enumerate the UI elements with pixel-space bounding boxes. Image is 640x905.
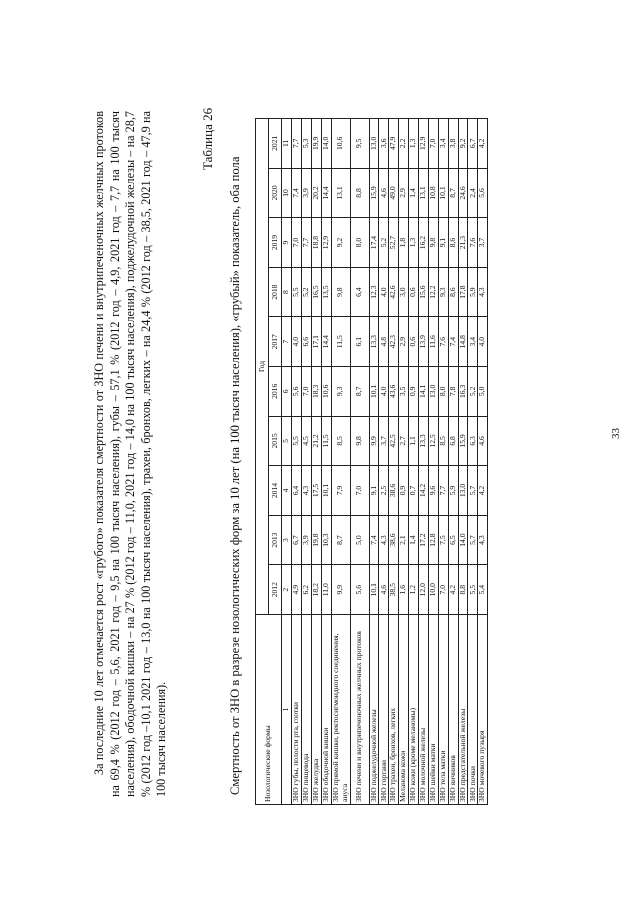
value-cell: 14,4 xyxy=(321,317,331,367)
value-cell: 19,9 xyxy=(311,119,321,169)
value-cell: 7,0 xyxy=(292,218,302,268)
value-cell: 17,5 xyxy=(311,466,321,516)
row-name-cell: ЗНО желудка xyxy=(311,615,321,805)
value-cell: 13,3 xyxy=(369,317,379,367)
value-cell: 14,0 xyxy=(458,515,468,565)
value-cell: 3,7 xyxy=(379,416,389,466)
header-column-number-cell: 5 xyxy=(282,416,292,466)
value-cell: 4,0 xyxy=(292,317,302,367)
value-cell: 24,6 xyxy=(458,168,468,218)
value-cell: 10,1 xyxy=(321,466,331,516)
value-cell: 14,4 xyxy=(321,168,331,218)
header-year-cell: 2016 xyxy=(269,367,282,417)
value-cell: 21,3 xyxy=(458,218,468,268)
value-cell: 10,6 xyxy=(321,367,331,417)
table-row xyxy=(428,119,438,805)
value-cell: 0,9 xyxy=(399,466,409,516)
header-column-number-cell: 11 xyxy=(282,119,292,169)
value-cell: 6,7 xyxy=(292,515,302,565)
value-cell: 15,9 xyxy=(369,168,379,218)
value-cell: 7,4 xyxy=(292,168,302,218)
table-header xyxy=(256,119,292,805)
value-cell: 5,3 xyxy=(301,119,311,169)
header-year-group: Год xyxy=(256,119,269,615)
table-row xyxy=(478,119,488,805)
value-cell: 13,9 xyxy=(419,317,429,367)
value-cell: 1,1 xyxy=(409,416,419,466)
value-cell: 13,1 xyxy=(331,168,350,218)
value-cell: 8,8 xyxy=(458,565,468,615)
value-cell: 11,5 xyxy=(321,416,331,466)
table-row xyxy=(419,119,429,805)
value-cell: 10,1 xyxy=(369,565,379,615)
row-name-cell: ЗНО пищевода xyxy=(301,615,311,805)
value-cell: 7,0 xyxy=(428,119,438,169)
value-cell: 8,5 xyxy=(331,416,350,466)
value-cell: 5,0 xyxy=(350,515,369,565)
header-year-cell: 2020 xyxy=(269,168,282,218)
value-cell: 17,8 xyxy=(458,267,468,317)
value-cell: 52,7 xyxy=(389,218,399,268)
value-cell: 6,6 xyxy=(301,317,311,367)
value-cell: 13,0 xyxy=(369,119,379,169)
header-year-cell: 2018 xyxy=(269,267,282,317)
value-cell: 14,2 xyxy=(419,466,429,516)
value-cell: 10,8 xyxy=(428,168,438,218)
header-column-number-cell: 9 xyxy=(282,218,292,268)
header-column-number-cell: 10 xyxy=(282,168,292,218)
value-cell: 8,7 xyxy=(350,367,369,417)
value-cell: 4,0 xyxy=(478,317,488,367)
value-cell: 18,8 xyxy=(311,218,321,268)
value-cell: 1,8 xyxy=(399,218,409,268)
value-cell: 1,2 xyxy=(409,565,419,615)
value-cell: 6,4 xyxy=(292,466,302,516)
value-cell: 17,1 xyxy=(311,317,321,367)
value-cell: 3,9 xyxy=(301,515,311,565)
value-cell: 9,5 xyxy=(350,119,369,169)
row-name-cell: ЗНО почки xyxy=(468,615,478,805)
value-cell: 0,7 xyxy=(409,466,419,516)
value-cell: 47,9 xyxy=(389,119,399,169)
value-cell: 17,2 xyxy=(419,515,429,565)
value-cell: 12,8 xyxy=(428,515,438,565)
value-cell: 10,6 xyxy=(331,119,350,169)
value-cell: 3,4 xyxy=(468,317,478,367)
value-cell: 7,6 xyxy=(468,218,478,268)
header-nosology-forms: Нозологические формы xyxy=(256,615,282,805)
value-cell: 5,2 xyxy=(301,267,311,317)
value-cell: 15,9 xyxy=(458,416,468,466)
intro-paragraph-text: За последние 10 лет отмечается рост «грубого» показателя смертности от ЗНО печени и внутрипеченочных желчных протоков на 69,4 % (2012 год – 5,6, 2021 год – 9,5 на 100 тысяч населения), губы – 57,1 % (2012 год – 4,9, 2021 год – 7,7 на 100 тысяч населения), ободочной кишки – на 27 % (2012 год – 11,0, 2021 год – 14,0 на 100 тысяч населения), поджелудочной железы – на 28,7 % (2012 год –10,1 2021 год – 13,0 на 100 тысяч населения), трахеи, бронхов, легких – на 24,4 % (2012 год – 38,5, 2021 год – 47,9 на 100 тысяч населения). xyxy=(92,111,169,797)
row-name-cell: ЗНО шейки матки xyxy=(428,615,438,805)
row-name-cell: ЗНО молочной железы xyxy=(419,615,429,805)
header-year-cell: 2021 xyxy=(269,119,282,169)
value-cell: 9,3 xyxy=(438,267,448,317)
header-year-cell: 2019 xyxy=(269,218,282,268)
row-name-cell: ЗНО мочевого пузыря xyxy=(478,615,488,805)
value-cell: 4,2 xyxy=(478,466,488,516)
value-cell: 12,9 xyxy=(419,119,429,169)
value-cell: 7,8 xyxy=(448,367,458,417)
value-cell: 8,0 xyxy=(438,367,448,417)
value-cell: 5,4 xyxy=(478,565,488,615)
value-cell: 7,5 xyxy=(438,515,448,565)
value-cell: 9,2 xyxy=(331,218,350,268)
table-row xyxy=(379,119,389,805)
table-body xyxy=(292,119,488,805)
value-cell: 0,6 xyxy=(409,267,419,317)
table-row xyxy=(292,119,302,805)
row-name-cell: ЗНО поджелудочной железы xyxy=(369,615,379,805)
table-row xyxy=(409,119,419,805)
value-cell: 6,7 xyxy=(468,119,478,169)
value-cell: 13,3 xyxy=(419,416,429,466)
table-caption: Смертность от ЗНО в разрезе нозологических форм за 10 лет (на 100 тысяч населения), «грубый» показатель, оба пола xyxy=(228,156,242,795)
value-cell: 3,6 xyxy=(379,119,389,169)
page-number: 33 xyxy=(610,428,622,439)
row-name-cell: ЗНО печени и внутрипеченочных желчных протоков xyxy=(350,615,369,805)
value-cell: 4,5 xyxy=(301,416,311,466)
row-name-cell: ЗНО кожи (кроме меланомы) xyxy=(409,615,419,805)
value-cell: 5,7 xyxy=(468,466,478,516)
value-cell: 19,8 xyxy=(311,515,321,565)
value-cell: 12,2 xyxy=(428,267,438,317)
value-cell: 12,5 xyxy=(428,416,438,466)
value-cell: 42,6 xyxy=(389,267,399,317)
header-year-cell: 2012 xyxy=(269,565,282,615)
row-name-cell: Меланома кожи xyxy=(399,615,409,805)
row-name-cell: ЗНО прямой кишки, ректосигмоидного соединения, ануса xyxy=(331,615,350,805)
value-cell: 4,3 xyxy=(379,515,389,565)
value-cell: 10,0 xyxy=(428,565,438,615)
value-cell: 0,6 xyxy=(409,317,419,367)
value-cell: 8,7 xyxy=(331,515,350,565)
value-cell: 12,3 xyxy=(369,267,379,317)
value-cell: 20,2 xyxy=(311,168,321,218)
header-column-numbers-row xyxy=(282,119,292,805)
value-cell: 7,4 xyxy=(369,515,379,565)
value-cell: 5,6 xyxy=(478,168,488,218)
value-cell: 10,1 xyxy=(438,168,448,218)
value-cell: 3,7 xyxy=(478,218,488,268)
value-cell: 4,3 xyxy=(478,267,488,317)
value-cell: 4,8 xyxy=(379,317,389,367)
value-cell: 4,2 xyxy=(478,119,488,169)
value-cell: 9,1 xyxy=(438,218,448,268)
table-row xyxy=(468,119,478,805)
row-name-cell: ЗНО гортани xyxy=(379,615,389,805)
value-cell: 8,7 xyxy=(448,168,458,218)
value-cell: 11,0 xyxy=(321,565,331,615)
header-year-cell: 2015 xyxy=(269,416,282,466)
value-cell: 9,9 xyxy=(331,565,350,615)
value-cell: 3,8 xyxy=(448,119,458,169)
value-cell: 1,4 xyxy=(409,168,419,218)
table-row xyxy=(438,119,448,805)
value-cell: 7,7 xyxy=(438,466,448,516)
value-cell: 5,7 xyxy=(468,515,478,565)
value-cell: 21,2 xyxy=(311,416,321,466)
value-cell: 38,5 xyxy=(389,565,399,615)
value-cell: 5,5 xyxy=(292,416,302,466)
value-cell: 3,4 xyxy=(438,119,448,169)
value-cell: 13,0 xyxy=(458,466,468,516)
value-cell: 9,1 xyxy=(369,466,379,516)
value-cell: 3,9 xyxy=(301,168,311,218)
value-cell: 7,7 xyxy=(292,119,302,169)
value-cell: 15,6 xyxy=(419,267,429,317)
value-cell: 5,2 xyxy=(379,218,389,268)
value-cell: 14,1 xyxy=(419,367,429,417)
value-cell: 5,6 xyxy=(292,367,302,417)
value-cell: 2,4 xyxy=(468,168,478,218)
value-cell: 9,8 xyxy=(350,416,369,466)
header-column-number-cell: 1 xyxy=(282,615,292,805)
header-year-cell: 2013 xyxy=(269,515,282,565)
value-cell: 1,3 xyxy=(409,218,419,268)
value-cell: 5,0 xyxy=(478,367,488,417)
value-cell: 9,9 xyxy=(369,416,379,466)
value-cell: 7,0 xyxy=(438,565,448,615)
value-cell: 38,6 xyxy=(389,515,399,565)
value-cell: 13,0 xyxy=(428,367,438,417)
header-column-number-cell: 7 xyxy=(282,317,292,367)
header-column-number-cell: 3 xyxy=(282,515,292,565)
value-cell: 5,9 xyxy=(468,267,478,317)
value-cell: 1,4 xyxy=(409,515,419,565)
value-cell: 10,1 xyxy=(369,367,379,417)
value-cell: 9,3 xyxy=(331,367,350,417)
value-cell: 42,5 xyxy=(389,416,399,466)
value-cell: 9,2 xyxy=(458,119,468,169)
value-cell: 8,6 xyxy=(448,267,458,317)
mortality-table xyxy=(255,118,488,805)
header-column-number-cell: 4 xyxy=(282,466,292,516)
intro-paragraph xyxy=(92,111,170,797)
value-cell: 13,1 xyxy=(419,168,429,218)
header-column-number-cell: 8 xyxy=(282,267,292,317)
value-cell: 4,9 xyxy=(292,565,302,615)
table-row xyxy=(399,119,409,805)
value-cell: 16,5 xyxy=(311,267,321,317)
value-cell: 2,1 xyxy=(399,515,409,565)
value-cell: 17,4 xyxy=(369,218,379,268)
value-cell: 6,2 xyxy=(301,565,311,615)
value-cell: 9,8 xyxy=(428,218,438,268)
header-column-number-cell: 2 xyxy=(282,565,292,615)
table-row xyxy=(321,119,331,805)
value-cell: 18,2 xyxy=(311,565,321,615)
header-year-cell: 2014 xyxy=(269,466,282,516)
value-cell: 7,7 xyxy=(301,218,311,268)
row-name-cell: ЗНО предстательной железы xyxy=(458,615,468,805)
value-cell: 9,8 xyxy=(331,267,350,317)
value-cell: 4,3 xyxy=(301,466,311,516)
value-cell: 0,9 xyxy=(409,367,419,417)
value-cell: 2,7 xyxy=(399,416,409,466)
value-cell: 1,6 xyxy=(399,565,409,615)
value-cell: 13,5 xyxy=(321,267,331,317)
header-column-number-cell: 6 xyxy=(282,367,292,417)
value-cell: 4,6 xyxy=(379,565,389,615)
value-cell: 7,4 xyxy=(448,317,458,367)
header-year-cell: 2017 xyxy=(269,317,282,367)
value-cell: 4,6 xyxy=(478,416,488,466)
value-cell: 6,1 xyxy=(350,317,369,367)
row-name-cell: ЗНО ободочной кишки xyxy=(321,615,331,805)
value-cell: 4,2 xyxy=(448,565,458,615)
value-cell: 7,0 xyxy=(350,466,369,516)
row-name-cell: ЗНО яичников xyxy=(448,615,458,805)
value-cell: 5,9 xyxy=(448,466,458,516)
value-cell: 9,6 xyxy=(428,466,438,516)
value-cell: 16,3 xyxy=(458,367,468,417)
value-cell: 8,5 xyxy=(438,416,448,466)
value-cell: 7,6 xyxy=(438,317,448,367)
value-cell: 2,2 xyxy=(399,119,409,169)
value-cell: 12,0 xyxy=(419,565,429,615)
table-row xyxy=(311,119,321,805)
value-cell: 10,3 xyxy=(321,515,331,565)
row-name-cell: ЗНО трахеи, бронхов, легких xyxy=(389,615,399,805)
row-name-cell: ЗНО тела матки xyxy=(438,615,448,805)
value-cell: 5,2 xyxy=(468,367,478,417)
value-cell: 2,9 xyxy=(399,168,409,218)
table-row xyxy=(350,119,369,805)
value-cell: 6,4 xyxy=(350,267,369,317)
table-row xyxy=(458,119,468,805)
value-cell: 4,6 xyxy=(379,168,389,218)
value-cell: 43,6 xyxy=(389,367,399,417)
value-cell: 6,5 xyxy=(448,515,458,565)
value-cell: 6,3 xyxy=(468,416,478,466)
value-cell: 12,9 xyxy=(321,218,331,268)
value-cell: 14,0 xyxy=(321,119,331,169)
value-cell: 11,5 xyxy=(331,317,350,367)
table-row xyxy=(389,119,399,805)
table-row xyxy=(369,119,379,805)
value-cell: 5,5 xyxy=(292,267,302,317)
row-name-cell: ЗНО губы, полости рта, глотки xyxy=(292,615,302,805)
value-cell: 42,3 xyxy=(389,317,399,367)
table-row xyxy=(331,119,350,805)
value-cell: 5,5 xyxy=(468,565,478,615)
value-cell: 5,6 xyxy=(350,565,369,615)
value-cell: 3,0 xyxy=(399,267,409,317)
value-cell: 2,5 xyxy=(379,466,389,516)
table-row xyxy=(448,119,458,805)
value-cell: 7,0 xyxy=(301,367,311,417)
value-cell: 8,8 xyxy=(350,168,369,218)
value-cell: 8,0 xyxy=(350,218,369,268)
value-cell: 2,9 xyxy=(399,317,409,367)
table-label: Таблица 26 xyxy=(200,107,215,170)
value-cell: 11,6 xyxy=(428,317,438,367)
value-cell: 8,6 xyxy=(448,218,458,268)
value-cell: 49,0 xyxy=(389,168,399,218)
value-cell: 3,5 xyxy=(399,367,409,417)
value-cell: 4,0 xyxy=(379,267,389,317)
table-row xyxy=(301,119,311,805)
value-cell: 7,9 xyxy=(331,466,350,516)
value-cell: 4,0 xyxy=(379,367,389,417)
value-cell: 4,3 xyxy=(478,515,488,565)
value-cell: 18,3 xyxy=(311,367,321,417)
value-cell: 1,3 xyxy=(409,119,419,169)
value-cell: 38,6 xyxy=(389,466,399,516)
value-cell: 6,8 xyxy=(448,416,458,466)
value-cell: 14,8 xyxy=(458,317,468,367)
value-cell: 16,2 xyxy=(419,218,429,268)
